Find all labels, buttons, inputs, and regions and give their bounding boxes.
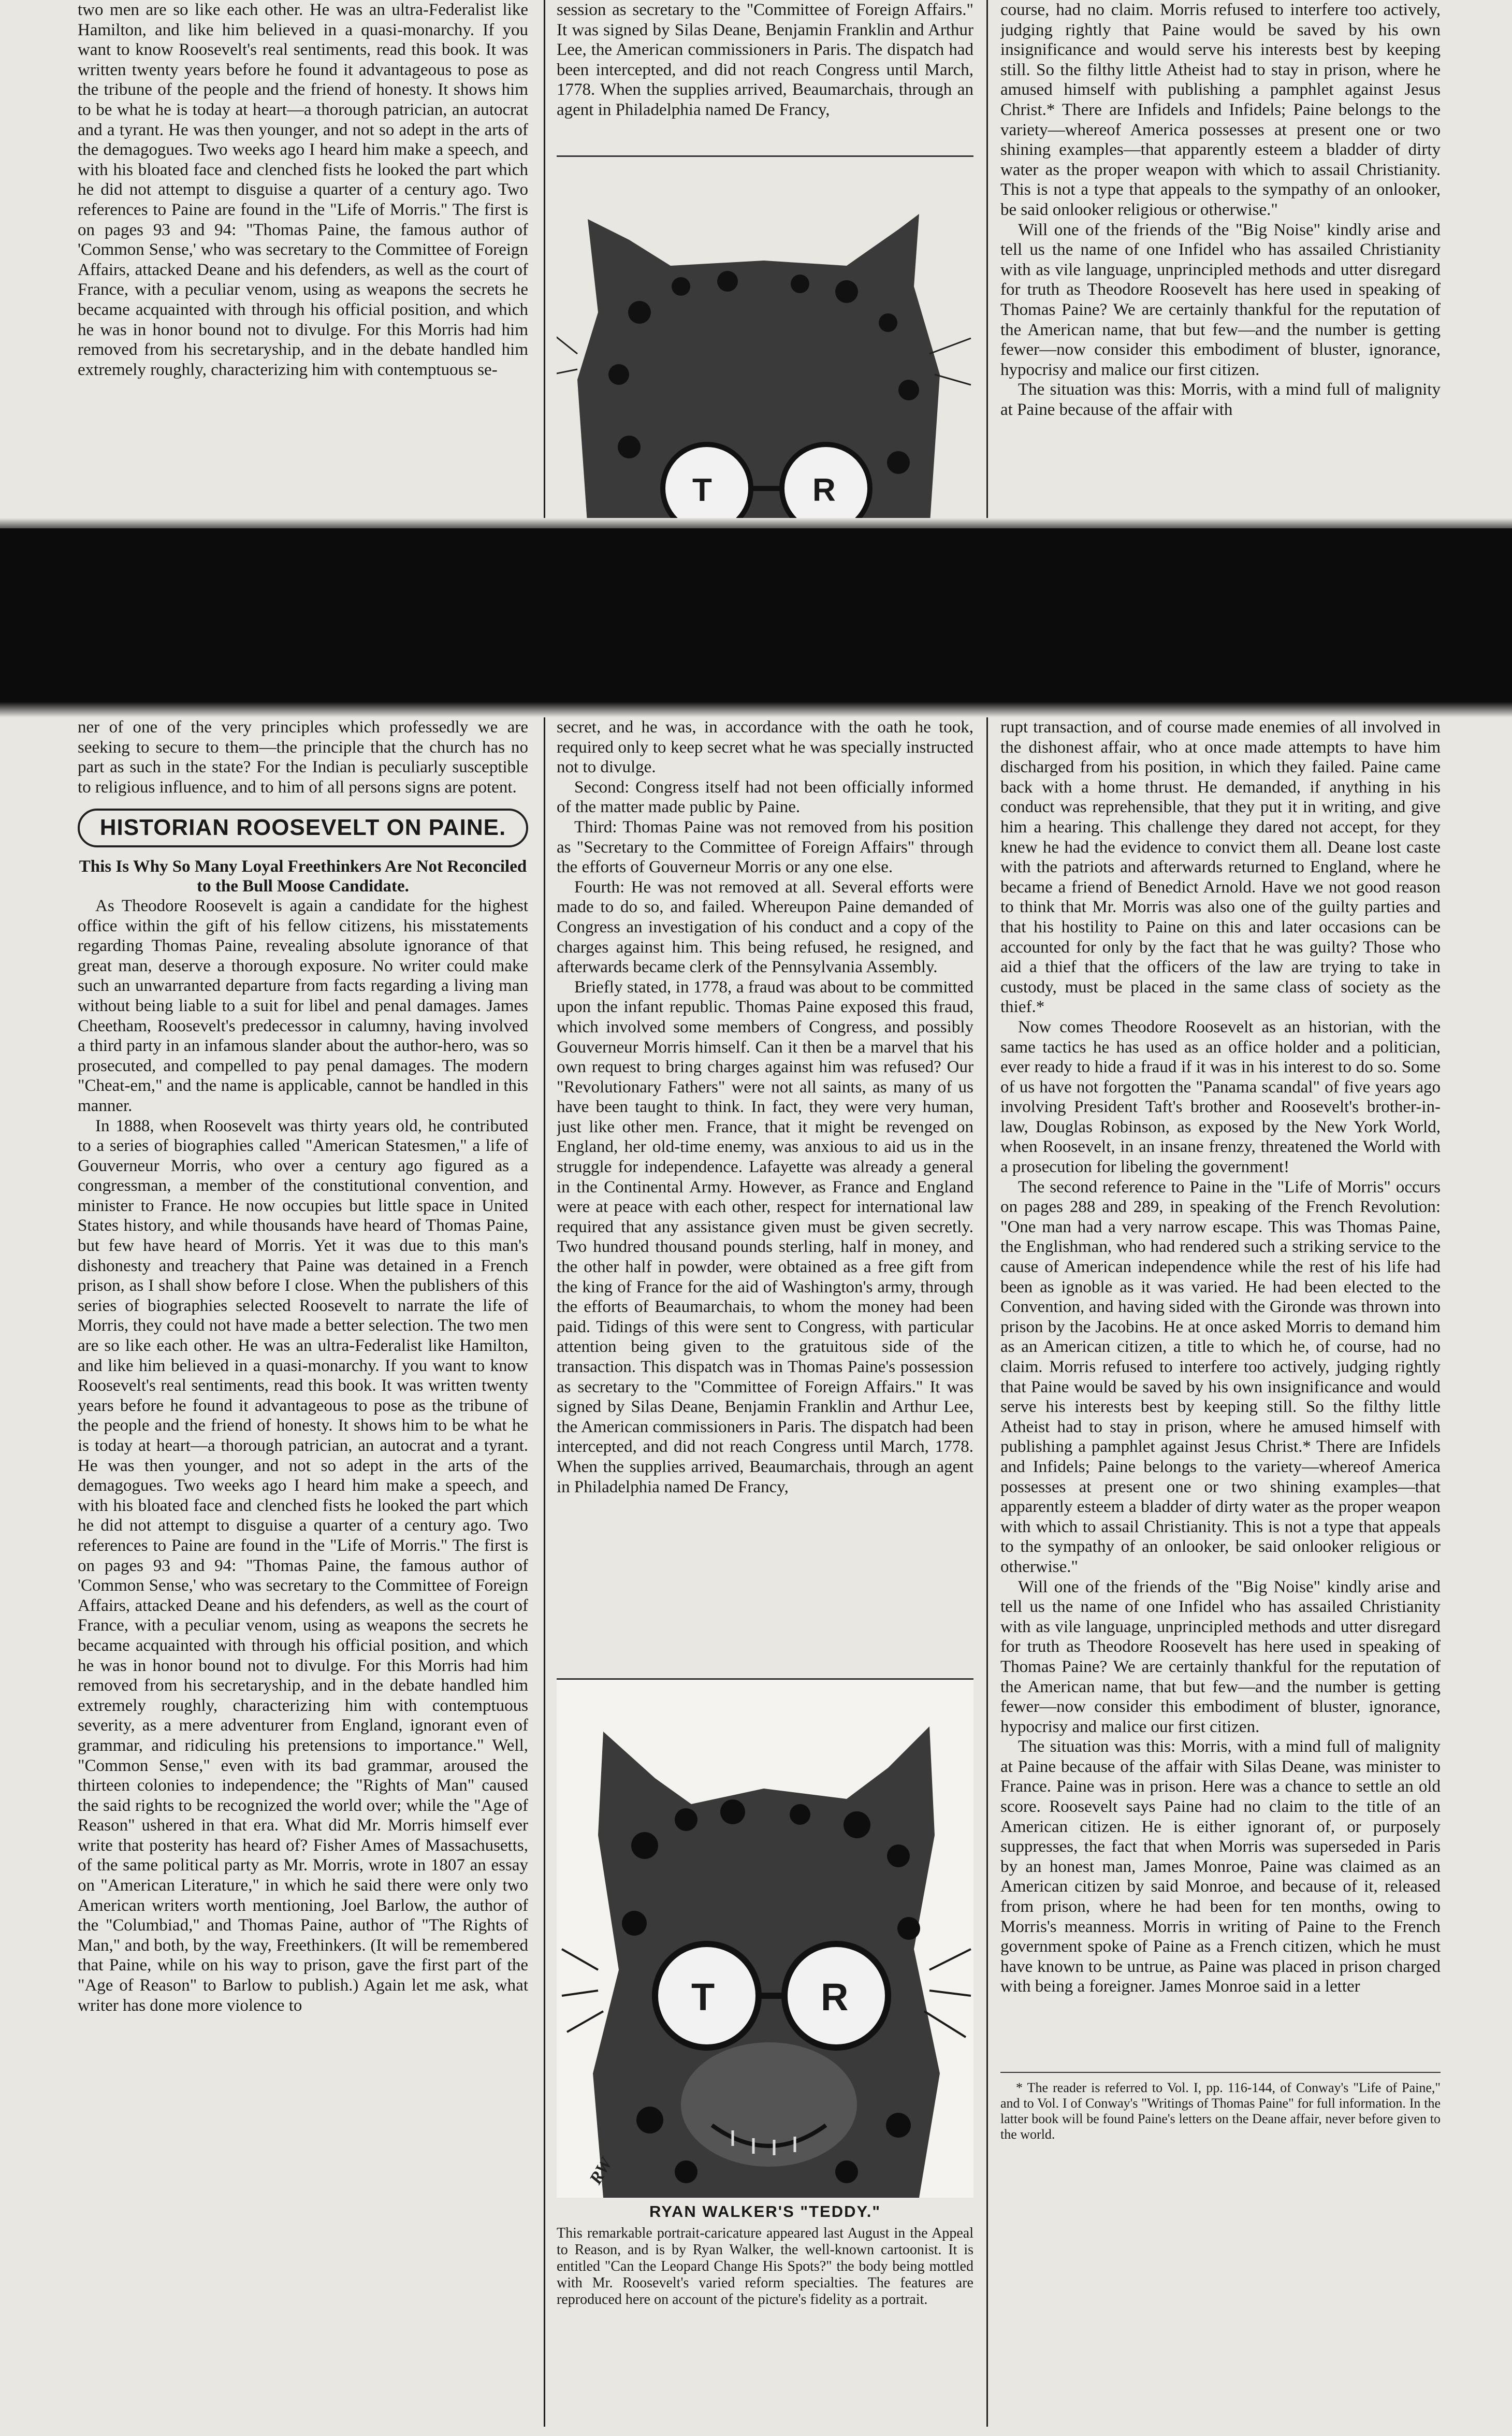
column-rule <box>986 0 988 528</box>
paragraph: Will one of the friends of the "Big Noise" kindly arise and tell us the name of one Infidel who has assailed Christianity with as vile language, unprincipled methods and utter disregard for truth as Theodore Roosevelt has here used in speaking of Thomas Paine? We are certainly thankful for the reputation of the American name, that but few—and the number is getting fewer—now consider this embodiment of bluster, ignorance, hypocrisy and malice our first citizen. <box>1000 1577 1441 1736</box>
column-rule <box>544 0 545 528</box>
top-cartoon-fragment <box>557 155 973 530</box>
eye-left-letter: T <box>691 1976 715 2019</box>
paragraph: session as secretary to the "Committee of Foreign Affairs." It was signed by Silas Deane, Benjamin Franklin and Arthur Lee, the American commissioners in Paris. The dispatch had been intercepted, and did not reach Congress until March, 1778. When the supplies arrived, Beaumarchais, through an agent in Philadelphia named De Francy, <box>557 1 973 119</box>
cartoon-caption-block <box>557 2200 973 2308</box>
paragraph: Will one of the friends of the "Big Noise" kindly arise and tell us the name of one Infidel who has assailed Christianity with as vile language, unprincipled methods and utter disregard for truth as Theodore Roosevelt has here used in speaking of Thomas Paine? We are certainly thankful for the reputation of the American name, that but few—and the number is getting fewer—now consider this embodiment of bluster, ignorance, hypocrisy and malice our first citizen. <box>1000 220 1441 379</box>
paragraph: In 1888, when Roosevelt was thirty years old, he contributed to a series of biographies called "American Statesmen," a life of Gouverneur Morris, who over a century ago figured as a congressman, a member of the constitutional convention, and minister to France. He now occupies but little space in United States history, and while thousands have heard of Thomas Paine, but few have heard of Morris. Yet it was due to this man's dishonesty and treachery that Paine was detained in a French prison, as I shall show before I close. When the publishers of this series of biographies selected Roosevelt to narrate the life of Morris, they could not have made a better selection. The two men are so like each other. He was an ultra-Federalist like Hamilton, and like him believed in a quasi-monarchy. If you want to know Roosevelt's real sentiments, read this book. It was written twenty years before he found it advantageous to pose as the tribune of the people and the friend of honesty. It shows him to be what he is today at heart—a thorough patrician, an autocrat and a tyrant. He was then younger, and not so adept in the arts of the demagogues. Two weeks ago I heard him make a speech, and with his bloated face and clenched fists he looked the part which he did not attempt to disguise a quarter of a century ago. Two references to Paine are found in the "Life of Morris." The first is on pages 93 and 94: "Thomas Paine, the famous author of 'Common Sense,' who was secretary to the Committee of Foreign Affairs, attacked Deane and his defenders, as well as the court of France, with a peculiar venom, using as weapons the secrets he became acquainted with through his official position, and which he was in honor bound not to divulge. For this Morris had him removed from his secretaryship, and in the debate handled him extremely roughly, characterizing him with contemptuous severity, as a mere adventurer from England, ignorant even of grammar, and ridiculing his pretensions to importance." Well, "Common Sense," even with its bad grammar, aroused the thirteen colonies to independence; the "Rights of Man" caused the said rights to be recognized the world over; while the "Age of Reason" ushered in that era. What did Mr. Morris himself ever write that posterity has heard of? Fisher Ames of Massachusetts, of the same political party as Mr. Morris, wrote in 1807 an essay on "American Literature," in which he said there were only two American writers worth mentioning, Joel Barlow, the author of the "Columbiad," and Thomas Paine, author of "The Rights of Man," and both, by the way, Freethinkers. (It will be remembered that Paine, while on his way to prison, gave the first part of the "Age of Reason" to Barlow to publish.) Again let me ask, what writer has done more violence to <box>78 1116 528 2015</box>
paragraph: secret, and he was, in accordance with the oath he took, required only to keep secret what he was specially instructed not to divulge. <box>557 718 973 777</box>
cartoon-caption-text: This remarkable portrait-caricature appeared last August in the Appeal to Reason, and is by Ryan Walker, the well-known cartoonist. It is entitled "Can the Leopard Change His Spots?" the body being mottled with Mr. Roosevelt's varied reform specialties. The features are reproduced here on account of the picture's fidelity as a portrait. <box>557 2225 973 2308</box>
middle-column <box>557 717 973 1668</box>
paragraph: Fourth: He was not removed at all. Several efforts were made to do so, and failed. Whereupon Paine demanded of Congress an investigation of his conduct and a copy of the charges against him. This being refused, he resigned, and afterwards became clerk of the Pennsylvania Assembly. <box>557 877 973 977</box>
paragraph: The second reference to Paine in the "Life of Morris" occurs on pages 288 and 289, in speaking of the French Revolution: "One man had a very narrow escape. This was Thomas Paine, the Englishman, who had rendered such a striking service to the cause of American independence while the rest of his life had been as ignoble as it was varied. He had been elected to the Convention, and having sided with the Gironde was thrown into prison by the Jacobins. He at once asked Morris to demand him as an American citizen, a title to which he, of course, had no claim. Morris refused to interfere too actively, judging rightly that Paine would be saved by his own insignificance and would serve his interests best by keeping still. So the filthy little Atheist had to stay in prison, where he amused himself with publishing a pamphlet against Jesus Christ.* There are Infidels and Infidels; Paine belongs to the variety—whereof America possesses at present one or two shining examples—that apparently esteem a bladder of dirty water as the proper weapon with which to assail Christianity. This is not a type that appeals to the sympathy of an onlooker, be said onlooker religious or otherwise." <box>1000 1177 1441 1576</box>
scan-band-edge <box>0 702 1512 717</box>
top-fragment-right-column <box>1000 0 1441 528</box>
column-rule <box>544 717 545 2427</box>
article-subhead: This Is Why So Many Loyal Freethinkers Are Not Reconciled to the Bull Moose Candidate. <box>79 857 527 896</box>
top-fragment-left-column <box>78 0 528 528</box>
preceding-article-tail: ner of one of the very principles which professedly we are seeking to secure to them—the principle that the church has no part as such in the state? For the Indian is peculiarly susceptible to religious influence, and to him of all persons signs are potent. <box>78 718 528 797</box>
article-headline: HISTORIAN ROOSEVELT ON PAINE. <box>78 809 528 847</box>
cartoon-caption-title: RYAN WALKER'S "TEDDY." <box>649 2202 881 2221</box>
left-column <box>78 717 528 2427</box>
scan-black-band <box>0 528 1512 704</box>
leopard-cartoon-image <box>557 157 973 530</box>
paragraph: The situation was this: Morris, with a mind full of malignity at Paine because of the affair with Silas Deane, was minister to France. Paine was in prison. Here was a chance to settle an old score. Roosevelt says Paine had no claim to the title of an American citizen. He is either ignorant of, or purposely suppresses, the fact that when Morris was superseded in Paris by an honest man, James Monroe, Paine was claimed as an American citizen by said Monroe, and because of it, released from prison, where he had been for ten months, owing to Morris's meanness. Morris in writing of Paine to the French government spoke of Paine as a French citizen, which he must have known to be untrue, as Paine was placed in prison charged with being a foreigner. James Monroe said in a letter <box>1000 1737 1441 1996</box>
paragraph: Third: Thomas Paine was not removed from his position as "Secretary to the Committee of Foreign Affairs" through the efforts of Gouverneur Morris or any one else. <box>557 817 973 877</box>
paragraph: Second: Congress itself had not been officially informed of the matter made public by Paine. <box>557 777 973 817</box>
eye-left-letter: T <box>692 472 712 508</box>
cartoonist-signature: RW <box>586 2154 616 2188</box>
eye-right-letter: R <box>821 1976 849 2019</box>
paragraph: Briefly stated, in 1778, a fraud was about to be committed upon the infant republic. Thomas Paine exposed this fraud, which involved some members of Congress, and possibly Gouverneur Morris himself. Can it then be a marvel that his own request to bring charges against him was refused? Our "Revolutionary Fathers" were not all saints, as many of us have been taught to think. In fact, they were very human, just like other men. France, that it might be revenged on England, her old-time enemy, was anxious to aid us in the struggle for independence. Lafayette was already a general in the Continental Army. However, as France and England were at peace with each other, respect for international law required that any assistance given must be given secretly. Two hundred thousand pounds sterling, half in money, and the other half in powder, were obtained as a free gift from the king of France for the aid of Washington's army, through the efforts of Beaumarchais, to whom the money had been paid. Tidings of this were sent to Congress, with particular attention being given to the gratuitous side of the transaction. This dispatch was in Thomas Paine's possession as secretary to the "Committee of Foreign Affairs." It was signed by Silas Deane, Benjamin Franklin and Arthur Lee, the American commissioners in Paris. The dispatch had been intercepted, and did not reach Congress until March, 1778. When the supplies arrived, Beaumarchais, through an agent in Philadelphia named De Francy, <box>557 977 973 1496</box>
paragraph: As Theodore Roosevelt is again a candidate for the highest office within the gift of his fellow citizens, his misstatements regarding Thomas Paine, revealing absolute ignorance of that great man, deserve a thorough exposure. No writer could make such an unwarranted departure from facts regarding a living man without being liable to a suit for libel and penal damages. James Cheetham, Roosevelt's predecessor in calumny, having involved a third party in an infamous slander about the author-hero, was so prosecuted, and compelled to pay penal damages. The modern "Cheat-em," and the name is applicable, cannot be handled in this manner. <box>78 896 528 1115</box>
top-fragment-middle-column <box>557 0 973 150</box>
right-column <box>1000 717 1441 2038</box>
paragraph: The situation was this: Morris, with a mind full of malignity at Paine because of the affair with <box>1000 380 1441 419</box>
eye-right-letter: R <box>812 472 836 508</box>
ryan-walker-cartoon <box>557 1678 973 2308</box>
paragraph: rupt transaction, and of course made enemies of all involved in the dishonest affair, who at once made attempts to have him discharged from his position, in which they failed. Paine came back with a home thrust. He demanded, if anything in his conduct was reprehensible, that they put it in writing, and give him a hearing. This challenge they dared not accept, for they knew he had the evidence to convict them all. Deane lost caste with the patriots and afterwards returned to England, where he became a friend of Benedict Arnold. Have we not good reason to think that Mr. Morris was also one of the guilty parties and that his hostility to Paine on this and later occasions can be accounted for only by the fact that he was guilty? Those who aid a thief that the officers of the law are trying to take in custody, must be placed in the same class of society as the thief.* <box>1000 718 1441 1017</box>
paragraph: two men are so like each other. He was an ultra-Federalist like Hamilton, and like him believed in a quasi-monarchy. If you want to know Roosevelt's real sentiments, read this book. It was written twenty years before he found it advantageous to pose as the tribune of the people and the friend of honesty. It shows him to be what he is today at heart—a thorough patrician, an autocrat and a tyrant. He was then younger, and not so adept in the arts of the demagogues. Two weeks ago I heard him make a speech, and with his bloated face and clenched fists he looked the part which he did not attempt to disguise a quarter of a century ago. Two references to Paine are found in the "Life of Morris." The first is on pages 93 and 94: "Thomas Paine, the famous author of 'Common Sense,' who was secretary to the Committee of Foreign Affairs, attacked Deane and his defenders, as well as the court of France, with a peculiar venom, using as weapons the secrets he became acquainted with through his official position, and which he was in honor bound not to divulge. For this Morris had him removed from his secretaryship, and in the debate handled him extremely roughly, characterizing him with contemptuous se- <box>78 1 528 379</box>
footnote-text: * The reader is referred to Vol. I, pp. 116-144, of Conway's "Life of Paine," and to Vol. I of Conway's "Writings of Thomas Paine" for full information. In the latter book will be found Paine's letters on the Deane affair, never before given to the world. <box>1000 2080 1441 2142</box>
leopard-cartoon-image <box>557 1680 973 2198</box>
footnote <box>1000 2072 1441 2142</box>
column-rule <box>986 717 988 2427</box>
paragraph: course, had no claim. Morris refused to interfere too actively, judging rightly that Paine would be saved by his own insignificance and would serve his interests best by keeping still. So the filthy little Atheist had to stay in prison, where he amused himself with publishing a pamphlet against Jesus Christ.* There are Infidels and Infidels; Paine belongs to the variety—whereof America possesses at present one or two shining examples—that apparently esteem a bladder of dirty water as the proper weapon with which to assail Christianity. This is not a type that appeals to the sympathy of an onlooker, be said onlooker religious or otherwise." <box>1000 1 1441 219</box>
paragraph: Now comes Theodore Roosevelt as an historian, with the same tactics he has used as an office holder and a politician, ever ready to hide a fraud if it was in his interest to do so. Some of us have not forgotten the "Panama scandal" of five years ago involving President Taft's brother and Roosevelt's brother-in-law, Douglas Robinson, as exposed by the New York World, when Roosevelt, in an insane frenzy, threatened the World with a prosecution for libeling the government! <box>1000 1017 1441 1177</box>
